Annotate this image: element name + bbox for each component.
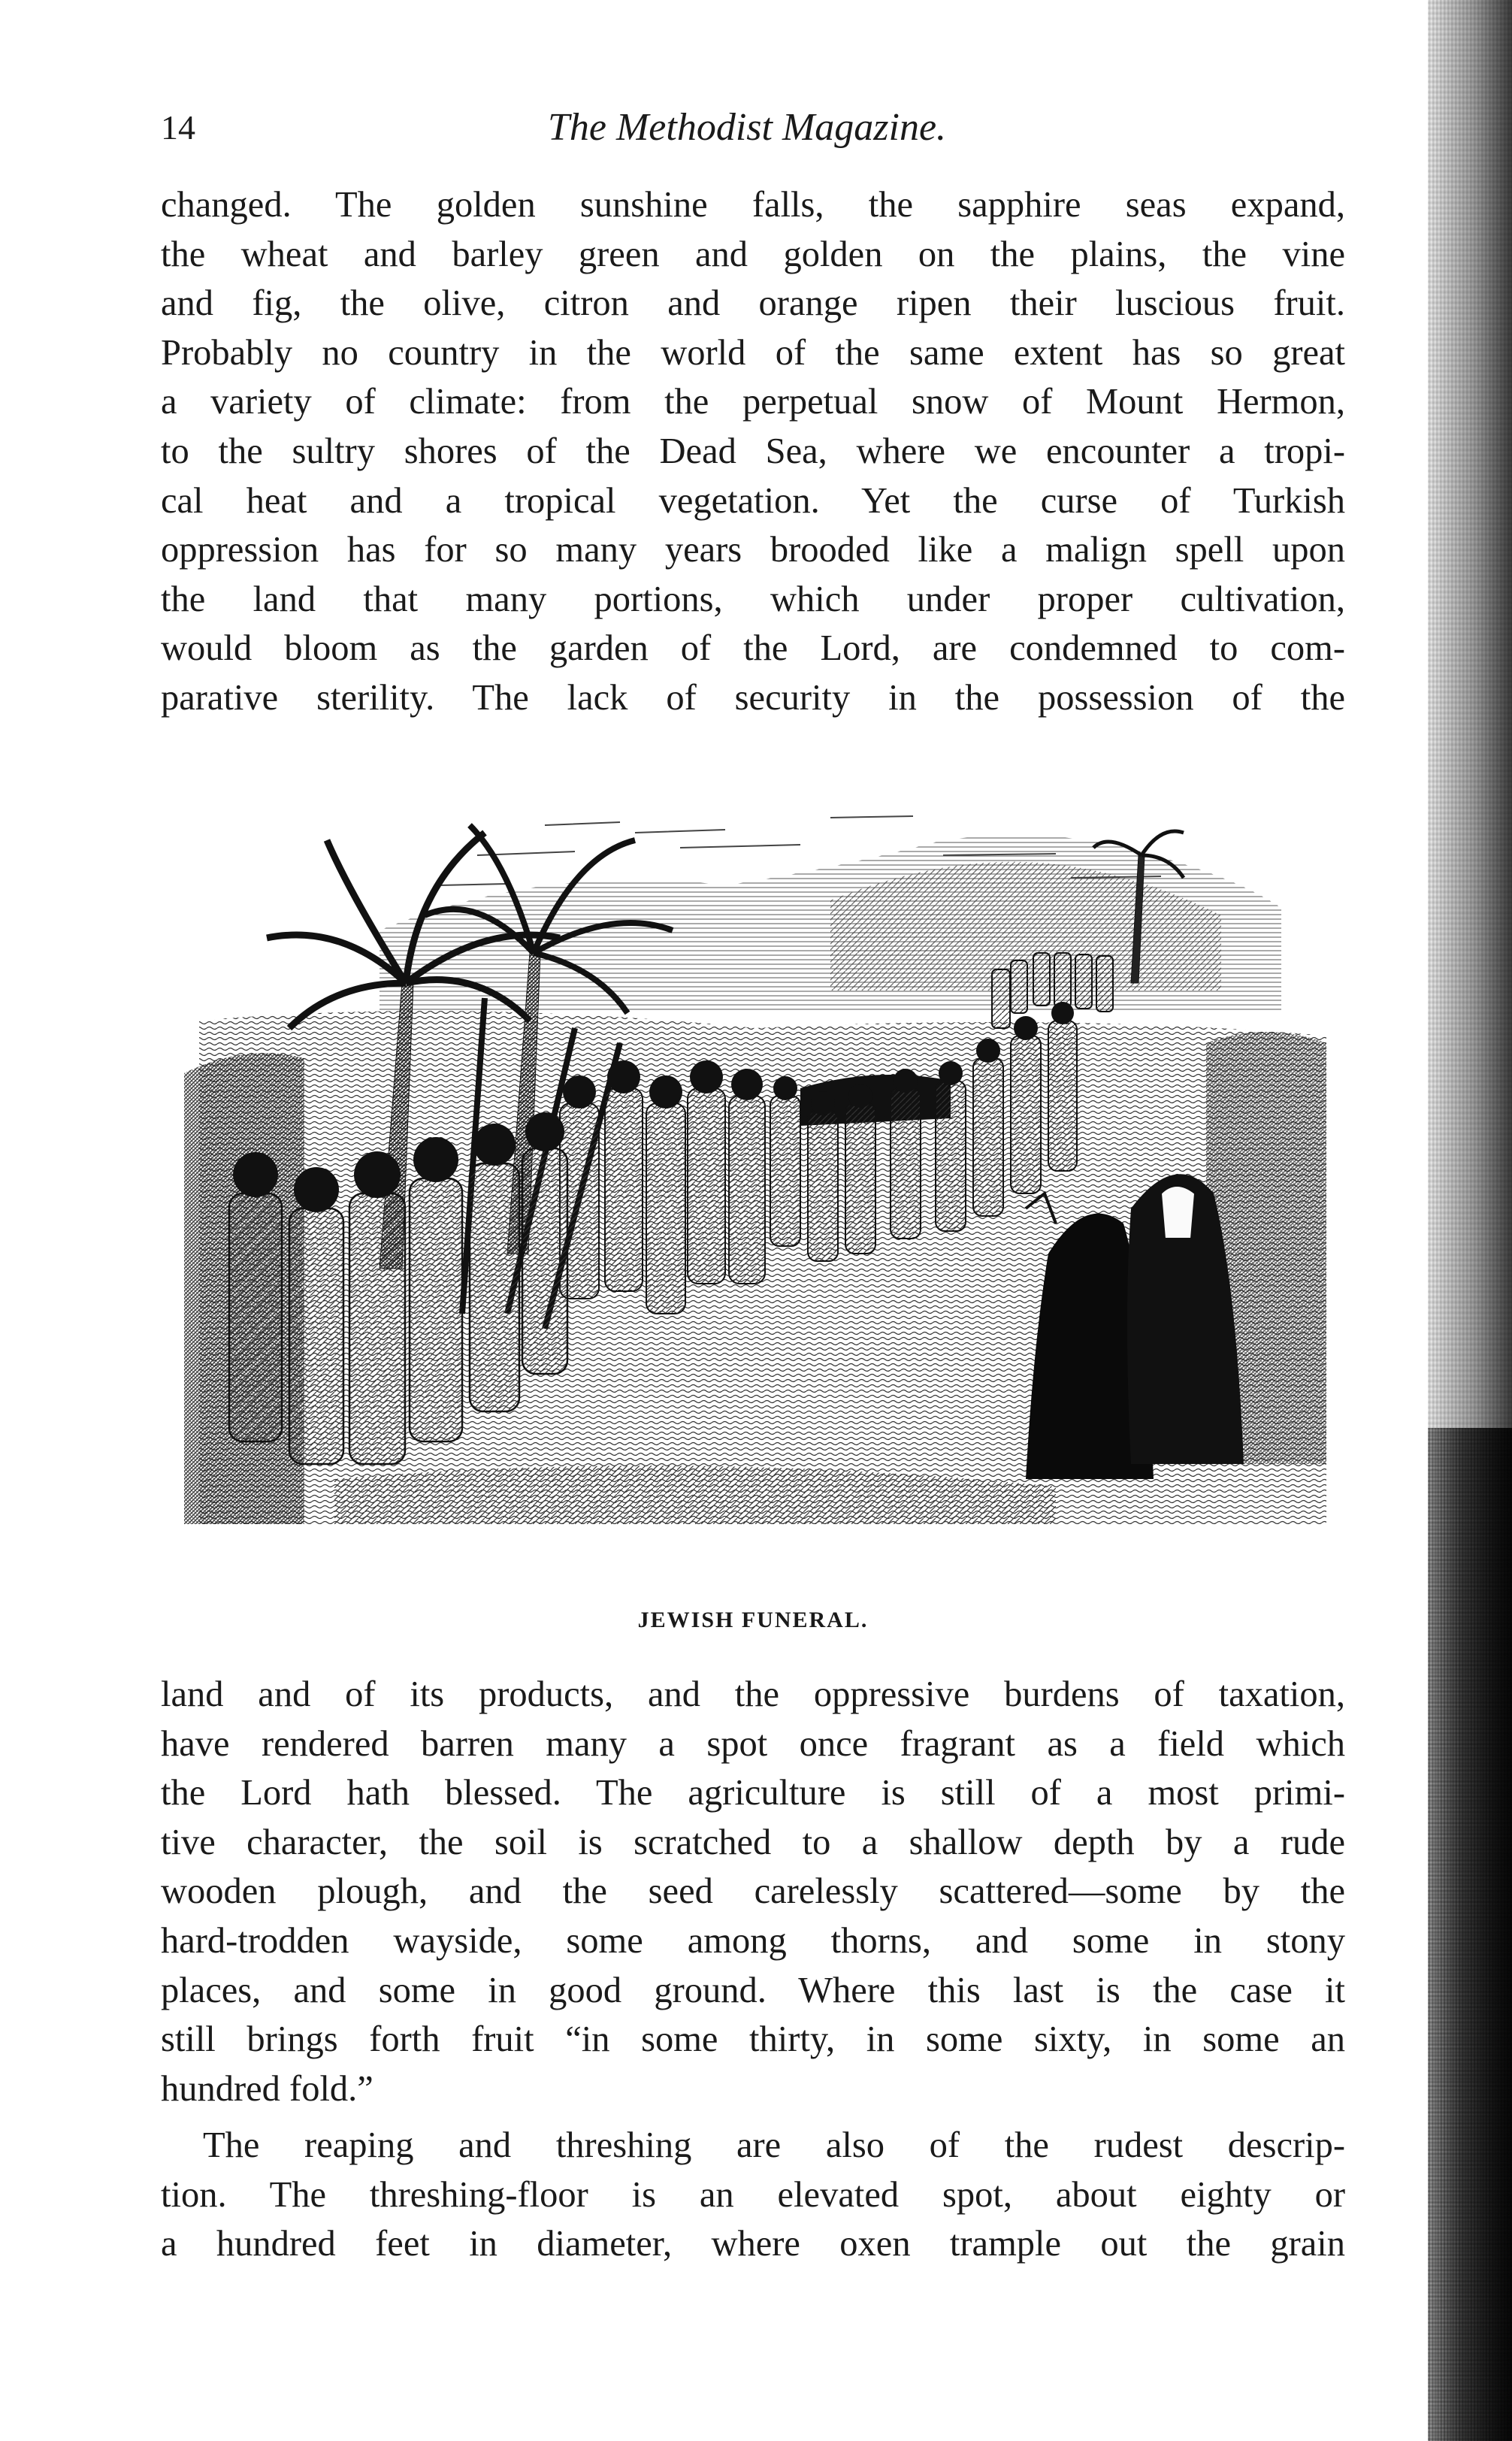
text-line: a hundred feet in diameter, where oxen trample out the grain	[161, 2224, 1345, 2264]
text-line: a variety of climate: from the perpetual snow of Mount Hermon,	[161, 382, 1345, 422]
paragraph-third	[161, 2121, 1345, 2269]
text-line: would bloom as the garden of the Lord, are condemned to com-	[161, 628, 1345, 669]
text-line: cal heat and a tropical vegetation. Yet the curse of Turkish	[161, 480, 1345, 521]
text-line: hundred fold.”	[161, 2068, 373, 2109]
text-line: The reaping and threshing are also of the rudest descrip-	[203, 2125, 1345, 2165]
mourners-center	[560, 1060, 765, 1314]
text-line: tive character, the soil is scratched to a shallow depth by a rude	[161, 1822, 1345, 1862]
paragraph-top	[161, 180, 1345, 723]
page-header	[161, 105, 1333, 158]
figure-caption: JEWISH FUNERAL.	[637, 1608, 869, 1632]
text-line: have rendered barren many a spot once fragrant as a field which	[161, 1723, 1345, 1764]
text-line: land and of its products, and the oppressive burdens of taxation,	[161, 1674, 1345, 1714]
paragraph-bottom	[161, 1670, 1345, 2113]
text-line: parative sterility. The lack of security in the possession of the	[161, 677, 1345, 718]
text-line: the land that many portions, which under proper cultivation,	[161, 579, 1345, 619]
page-number: 14	[161, 108, 195, 147]
running-title: The Methodist Magazine.	[547, 106, 947, 149]
engraving-illustration	[154, 773, 1341, 1562]
text-line: tion. The threshing-floor is an elevated spot, about eighty or	[161, 2174, 1345, 2215]
text-line: still brings forth fruit “in some thirty, in some sixty, in some an	[161, 2019, 1345, 2060]
engraving-jewish-funeral	[154, 773, 1341, 1562]
text-line: hard-trodden wayside, some among thorns, and some in stony	[161, 1920, 1345, 1961]
binding-shadow-dark	[1428, 1428, 1512, 2441]
text-line: the Lord hath blessed. The agriculture is still of a most primi-	[161, 1773, 1345, 1813]
text-line: Probably no country in the world of the same extent has so great	[161, 332, 1345, 373]
text-line: the wheat and barley green and golden on the plains, the vine	[161, 234, 1345, 274]
text-line: wooden plough, and the seed carelessly scattered—some by the	[161, 1871, 1345, 1912]
text-line: and fig, the olive, citron and orange ripen their luscious fruit.	[161, 283, 1345, 324]
text-line: to the sultry shores of the Dead Sea, where we encounter a tropi-	[161, 431, 1345, 471]
text-line: oppression has for so many years brooded like a malign spell upon	[161, 530, 1345, 570]
text-line: places, and some in good ground. Where this last is the case it	[161, 1970, 1345, 2010]
text-line: changed. The golden sunshine falls, the sapphire seas expand,	[161, 185, 1345, 225]
